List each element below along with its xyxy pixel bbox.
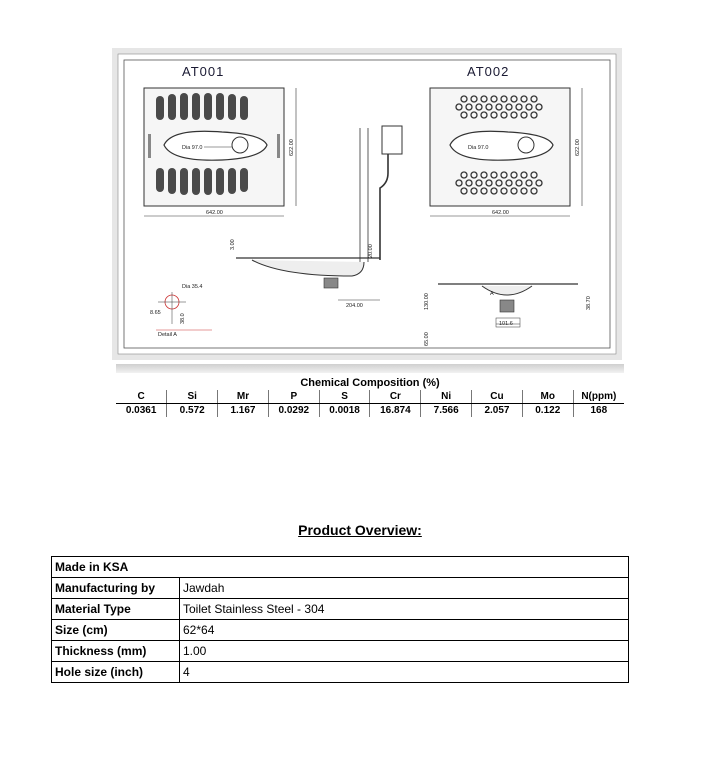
chem-header: Mr [218, 390, 269, 404]
chemical-composition [116, 364, 624, 420]
chem-header-row [116, 390, 624, 404]
chem-value: 0.572 [167, 404, 218, 418]
overview-value: Jawdah [180, 578, 629, 599]
overview-label: Manufacturing by [52, 578, 180, 599]
overview-value: 1.00 [180, 641, 629, 662]
chem-header: Si [167, 390, 218, 404]
section-height1-label: 130.00 [424, 293, 430, 310]
chem-value: 0.0292 [268, 404, 319, 418]
overview-value: 62*64 [180, 620, 629, 641]
chem-header: Mo [522, 390, 573, 404]
chem-band [116, 364, 624, 373]
dia-label-left: Dia 97.0 [182, 145, 203, 151]
chem-header: C [116, 390, 167, 404]
chem-header: Ni [421, 390, 472, 404]
chem-value: 1.167 [218, 404, 269, 418]
technical-drawing [112, 48, 622, 360]
chem-value: 0.122 [522, 404, 573, 418]
chem-header: N(ppm) [573, 390, 624, 404]
depth-label: 204.00 [346, 303, 363, 309]
detail-label: Detail A [158, 332, 177, 338]
overview-row [52, 662, 629, 683]
overview-row [52, 557, 629, 578]
overview-row [52, 578, 629, 599]
overview-label: Thickness (mm) [52, 641, 180, 662]
chem-header: S [319, 390, 370, 404]
width-label-right: 642.00 [492, 210, 509, 216]
stand-height-label: 20.00 [368, 244, 374, 258]
offset-label: 8.65 [150, 310, 161, 316]
chem-header: Cu [472, 390, 523, 404]
made-in-cell: Made in KSA [52, 557, 629, 578]
overview-label: Size (cm) [52, 620, 180, 641]
overview-row [52, 599, 629, 620]
height-label-right: 622.00 [575, 139, 581, 156]
chem-value: 0.0361 [125, 405, 157, 416]
chem-value: 16.874 [370, 404, 421, 418]
model-at002-label: AT002 [467, 64, 510, 79]
section-height2-label: 65.00 [424, 332, 430, 346]
section-width-label: 101.6 [499, 321, 513, 327]
chem-value: 7.566 [421, 404, 472, 418]
chem-header: P [268, 390, 319, 404]
chem-value-row [116, 404, 624, 418]
chem-title: Chemical Composition (%) [300, 377, 440, 389]
small-height-label: 38.0 [180, 313, 186, 324]
height-label-left: 622.00 [289, 139, 295, 156]
chem-value: 2.057 [472, 404, 523, 418]
at002-plate [430, 88, 570, 206]
overview-label: Hole size (inch) [52, 662, 180, 683]
model-at001-label: AT001 [182, 64, 225, 79]
overview-value: Toilet Stainless Steel - 304 [180, 599, 629, 620]
overview-label: Material Type [52, 599, 180, 620]
width-label-left: 642.00 [206, 210, 223, 216]
dia-label-right: Dia 97.0 [468, 145, 489, 151]
overview-table [51, 556, 629, 683]
chem-table [116, 390, 624, 417]
overview-row [52, 641, 629, 662]
chem-value: 0.0018 [319, 404, 370, 418]
section-marker: A [490, 291, 494, 297]
chem-header: Cr [370, 390, 421, 404]
small-dia-label: Dia 35.4 [182, 284, 203, 290]
overview-row [52, 620, 629, 641]
flange-label: 3.00 [230, 239, 236, 250]
section-right-label: 38.70 [586, 296, 592, 310]
overview-title: Product Overview: [298, 522, 422, 538]
chem-value: 168 [573, 404, 624, 418]
overview-value: 4 [180, 662, 629, 683]
